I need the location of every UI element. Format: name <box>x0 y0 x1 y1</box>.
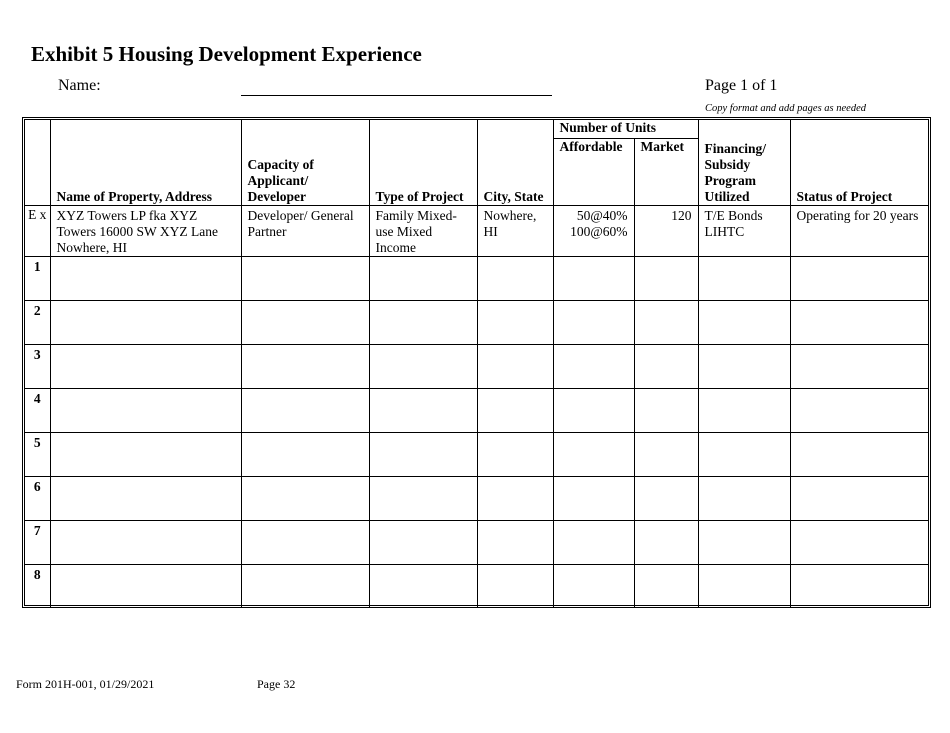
form-number: Form 201H-001, 01/29/2021 <box>16 677 155 691</box>
header-affordable: Affordable <box>553 138 634 205</box>
table-cell[interactable] <box>50 564 241 608</box>
table-cell[interactable] <box>698 476 790 520</box>
table-cell[interactable] <box>790 476 928 520</box>
table-cell[interactable] <box>790 256 928 300</box>
table-cell[interactable] <box>553 564 634 608</box>
table-cell[interactable] <box>553 432 634 476</box>
example-capacity: Developer/ General Partner <box>241 205 369 256</box>
table-cell[interactable] <box>634 388 698 432</box>
example-type: Family Mixed-use Mixed Income <box>369 205 477 256</box>
table-cell[interactable] <box>369 256 477 300</box>
table-cell[interactable] <box>50 432 241 476</box>
table-cell[interactable] <box>698 300 790 344</box>
table-cell[interactable] <box>698 388 790 432</box>
table-cell[interactable] <box>790 520 928 564</box>
table-row <box>25 432 928 476</box>
table-cell[interactable] <box>790 344 928 388</box>
row-number: 4 <box>25 388 50 432</box>
table-cell[interactable] <box>477 388 553 432</box>
table-cell[interactable] <box>553 520 634 564</box>
table-cell[interactable] <box>369 344 477 388</box>
table-cell[interactable] <box>50 388 241 432</box>
header-city-state: City, State <box>477 120 553 205</box>
name-field[interactable] <box>241 95 552 96</box>
table-cell[interactable] <box>50 256 241 300</box>
table-cell[interactable] <box>698 256 790 300</box>
example-city-state: Nowhere, HI <box>477 205 553 256</box>
table-cell[interactable] <box>369 388 477 432</box>
table-cell[interactable] <box>634 300 698 344</box>
header-type: Type of Project <box>369 120 477 205</box>
row-number: 1 <box>25 256 50 300</box>
name-label: Name: <box>58 77 101 94</box>
example-name-address: XYZ Towers LP fka XYZ Towers 16000 SW XYZ Lane Nowhere, HI <box>50 205 241 256</box>
table-row <box>25 300 928 344</box>
header-num-cell <box>25 120 50 205</box>
row-number: 7 <box>25 520 50 564</box>
example-affordable: 50@40% 100@60% <box>553 205 634 256</box>
table-row <box>25 388 928 432</box>
page-indicator: Page 1 of 1 <box>705 77 778 94</box>
example-financing: T/E Bonds LIHTC <box>698 205 790 256</box>
header-name-address: Name of Property, Address <box>50 120 241 205</box>
table-row <box>25 564 928 608</box>
example-market: 120 <box>634 205 698 256</box>
table-cell[interactable] <box>50 520 241 564</box>
table-cell[interactable] <box>634 476 698 520</box>
example-row <box>25 205 928 256</box>
table-cell[interactable] <box>634 432 698 476</box>
table-cell[interactable] <box>50 344 241 388</box>
row-number: 8 <box>25 564 50 608</box>
table-cell[interactable] <box>790 388 928 432</box>
table-cell[interactable] <box>553 476 634 520</box>
table-cell[interactable] <box>553 344 634 388</box>
table-cell[interactable] <box>477 564 553 608</box>
table-cell[interactable] <box>241 432 369 476</box>
table-cell[interactable] <box>553 256 634 300</box>
table-cell[interactable] <box>698 564 790 608</box>
table-cell[interactable] <box>698 432 790 476</box>
table-cell[interactable] <box>241 344 369 388</box>
table-cell[interactable] <box>369 432 477 476</box>
table-cell[interactable] <box>553 388 634 432</box>
table-cell[interactable] <box>790 564 928 608</box>
table-row <box>25 256 928 300</box>
header-financing: Financing/ Subsidy Program Utilized <box>698 120 790 205</box>
table-row <box>25 520 928 564</box>
example-row-label: E x <box>25 205 50 256</box>
table-cell[interactable] <box>241 564 369 608</box>
table-cell[interactable] <box>50 476 241 520</box>
table-cell[interactable] <box>477 300 553 344</box>
table-row <box>25 344 928 388</box>
page-title: Exhibit 5 Housing Development Experience <box>31 42 422 66</box>
row-number: 5 <box>25 432 50 476</box>
table-cell[interactable] <box>369 300 477 344</box>
row-number: 6 <box>25 476 50 520</box>
table-cell[interactable] <box>477 432 553 476</box>
table-cell[interactable] <box>477 256 553 300</box>
table-cell[interactable] <box>477 344 553 388</box>
table-cell[interactable] <box>477 520 553 564</box>
page-number: Page 32 <box>257 677 296 691</box>
table-cell[interactable] <box>241 256 369 300</box>
table-cell[interactable] <box>241 388 369 432</box>
row-number: 2 <box>25 300 50 344</box>
table-cell[interactable] <box>790 300 928 344</box>
table-cell[interactable] <box>241 476 369 520</box>
table-cell[interactable] <box>634 564 698 608</box>
table-cell[interactable] <box>369 476 477 520</box>
header-market: Market <box>634 138 698 205</box>
table-cell[interactable] <box>698 520 790 564</box>
table-row <box>25 476 928 520</box>
copy-note: Copy format and add pages as needed <box>705 103 866 114</box>
table-cell[interactable] <box>241 300 369 344</box>
table-cell[interactable] <box>790 432 928 476</box>
table-cell[interactable] <box>634 344 698 388</box>
header-capacity: Capacity of Applicant/ Developer <box>241 120 369 205</box>
table-cell[interactable] <box>698 344 790 388</box>
row-number: 3 <box>25 344 50 388</box>
table-cell[interactable] <box>634 520 698 564</box>
experience-table <box>25 120 928 608</box>
table-cell[interactable] <box>369 520 477 564</box>
table-cell[interactable] <box>634 256 698 300</box>
table-cell[interactable] <box>50 300 241 344</box>
table-cell[interactable] <box>553 300 634 344</box>
table-cell[interactable] <box>369 564 477 608</box>
header-status: Status of Project <box>790 120 928 205</box>
header-number-of-units: Number of Units <box>553 120 698 138</box>
table-cell[interactable] <box>241 520 369 564</box>
example-status: Operating for 20 years <box>790 205 928 256</box>
table-cell[interactable] <box>477 476 553 520</box>
